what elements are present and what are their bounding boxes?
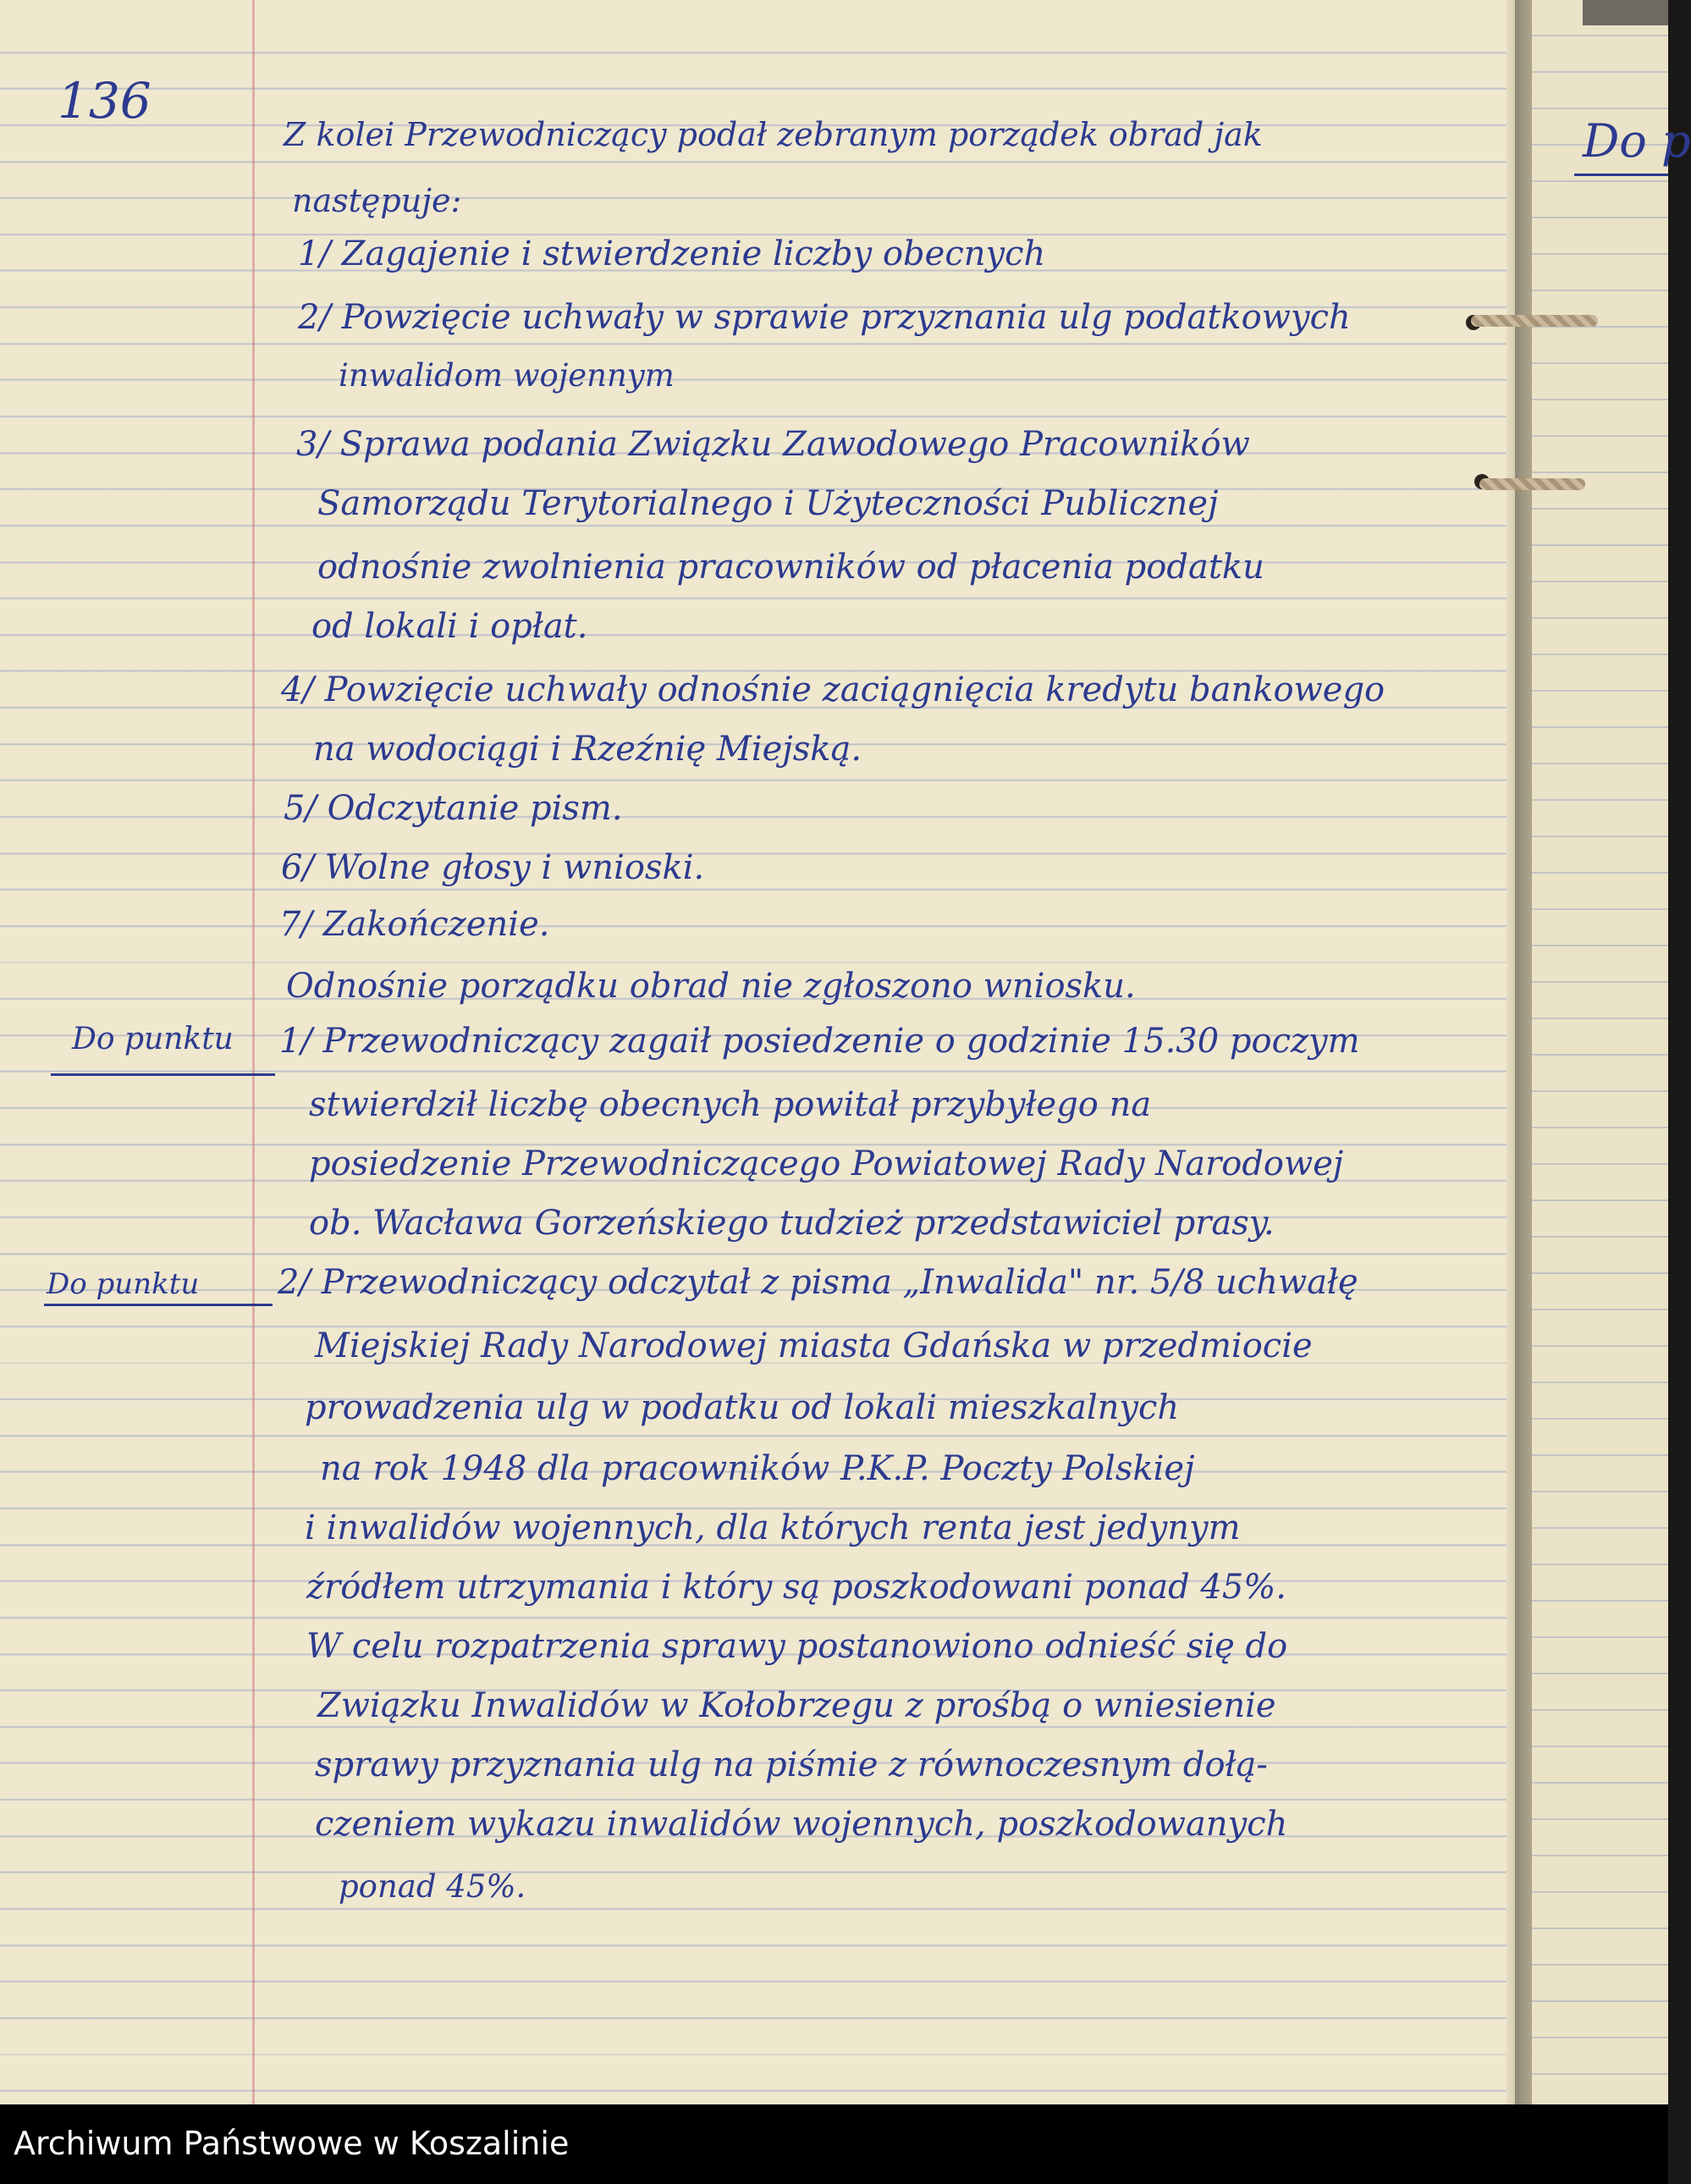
agenda-line: 5/ Odczytanie pism. <box>284 789 623 828</box>
minutes-line: i inwalidów wojennych, dla których renta jest jedynym <box>305 1508 1241 1547</box>
margin-label: Do punktu <box>47 1267 200 1301</box>
minutes-line: czeniem wykazu inwalidów wojennych, poszkodowanych <box>315 1805 1288 1844</box>
minutes-line: sprawy przyznania ulg na piśmie z równoczesnym dołą- <box>315 1746 1268 1784</box>
binding-thread <box>1471 315 1598 327</box>
archive-name: Archiwum Państwowe w Koszalinie <box>14 2125 570 2162</box>
margin-rule <box>252 0 255 2104</box>
agenda-line: inwalidom wojennym <box>339 357 675 394</box>
heading-line: następuje: <box>292 182 462 219</box>
minutes-line: 2/ Przewodniczący odczytał z pisma „Inwalida" nr. 5/8 uchwałę <box>278 1263 1358 1302</box>
agenda-line: 3/ Sprawa podania Związku Zawodowego Pracowników <box>296 425 1250 464</box>
agenda-line: 7/ Zakończenie. <box>279 905 550 944</box>
agenda-line: na wodociągi i Rzeźnię Miejską. <box>313 730 862 769</box>
heading-line: Z kolei Przewodniczący podał zebranym porządek obrad jak <box>284 116 1263 153</box>
agenda-line: odnośnie zwolnienia pracowników od płacenia podatku <box>317 548 1264 587</box>
agenda-line: Samorządu Terytorialnego i Użyteczności Publicznej <box>317 484 1219 523</box>
minutes-line: na rok 1948 dla pracowników P.K.P. Poczty Polskiej <box>320 1449 1195 1488</box>
minutes-line: 1/ Przewodniczący zagaił posiedzenie o godzinie 15.30 poczym <box>279 1022 1360 1061</box>
next-page-fragment: Do p <box>1583 114 1691 168</box>
next-page-underline <box>1574 174 1668 176</box>
minutes-line: ob. Wacława Gorzeńskiego tudzież przedstawiciel prasy. <box>309 1204 1275 1243</box>
minutes-line: posiedzenie Przewodniczącego Powiatowej Rady Narodowej <box>309 1144 1344 1183</box>
minutes-line: źródłem utrzymania i który są poszkodowani ponad 45%. <box>306 1568 1287 1607</box>
margin-label-underline <box>51 1073 275 1076</box>
minutes-line: Miejskiej Rady Narodowej miasta Gdańska w przedmiocie <box>315 1326 1313 1365</box>
margin-label: Do punktu <box>72 1022 234 1056</box>
agenda-line: 1/ Zagajenie i stwierdzenie liczby obecnych <box>298 234 1046 273</box>
page-number: 136 <box>58 72 151 130</box>
agenda-line: 4/ Powzięcie uchwały odnośnie zaciągnięcia kredytu bankowego <box>281 670 1385 709</box>
minutes-line: Związku Inwalidów w Kołobrzegu z prośbą o wniesienie <box>317 1686 1276 1725</box>
agenda-line: 2/ Powzięcie uchwały w sprawie przyznania ulg podatkowych <box>298 298 1351 337</box>
binding-strip <box>1583 0 1668 25</box>
minutes-line: ponad 45%. <box>339 1868 526 1905</box>
minutes-line: stwierdził liczbę obecnych powitał przybyłego na <box>309 1085 1152 1124</box>
agenda-line: Odnośnie porządku obrad nie zgłoszono wniosku. <box>286 967 1136 1006</box>
binding-thread <box>1479 478 1585 490</box>
agenda-line: od lokali i opłat. <box>311 607 588 646</box>
margin-label-underline <box>44 1304 273 1306</box>
agenda-line: 6/ Wolne głosy i wnioski. <box>281 848 705 887</box>
minutes-line: W celu rozpatrzenia sprawy postanowiono odnieść się do <box>306 1627 1288 1666</box>
minutes-line: prowadzenia ulg w podatku od lokali mieszkalnych <box>305 1388 1180 1427</box>
